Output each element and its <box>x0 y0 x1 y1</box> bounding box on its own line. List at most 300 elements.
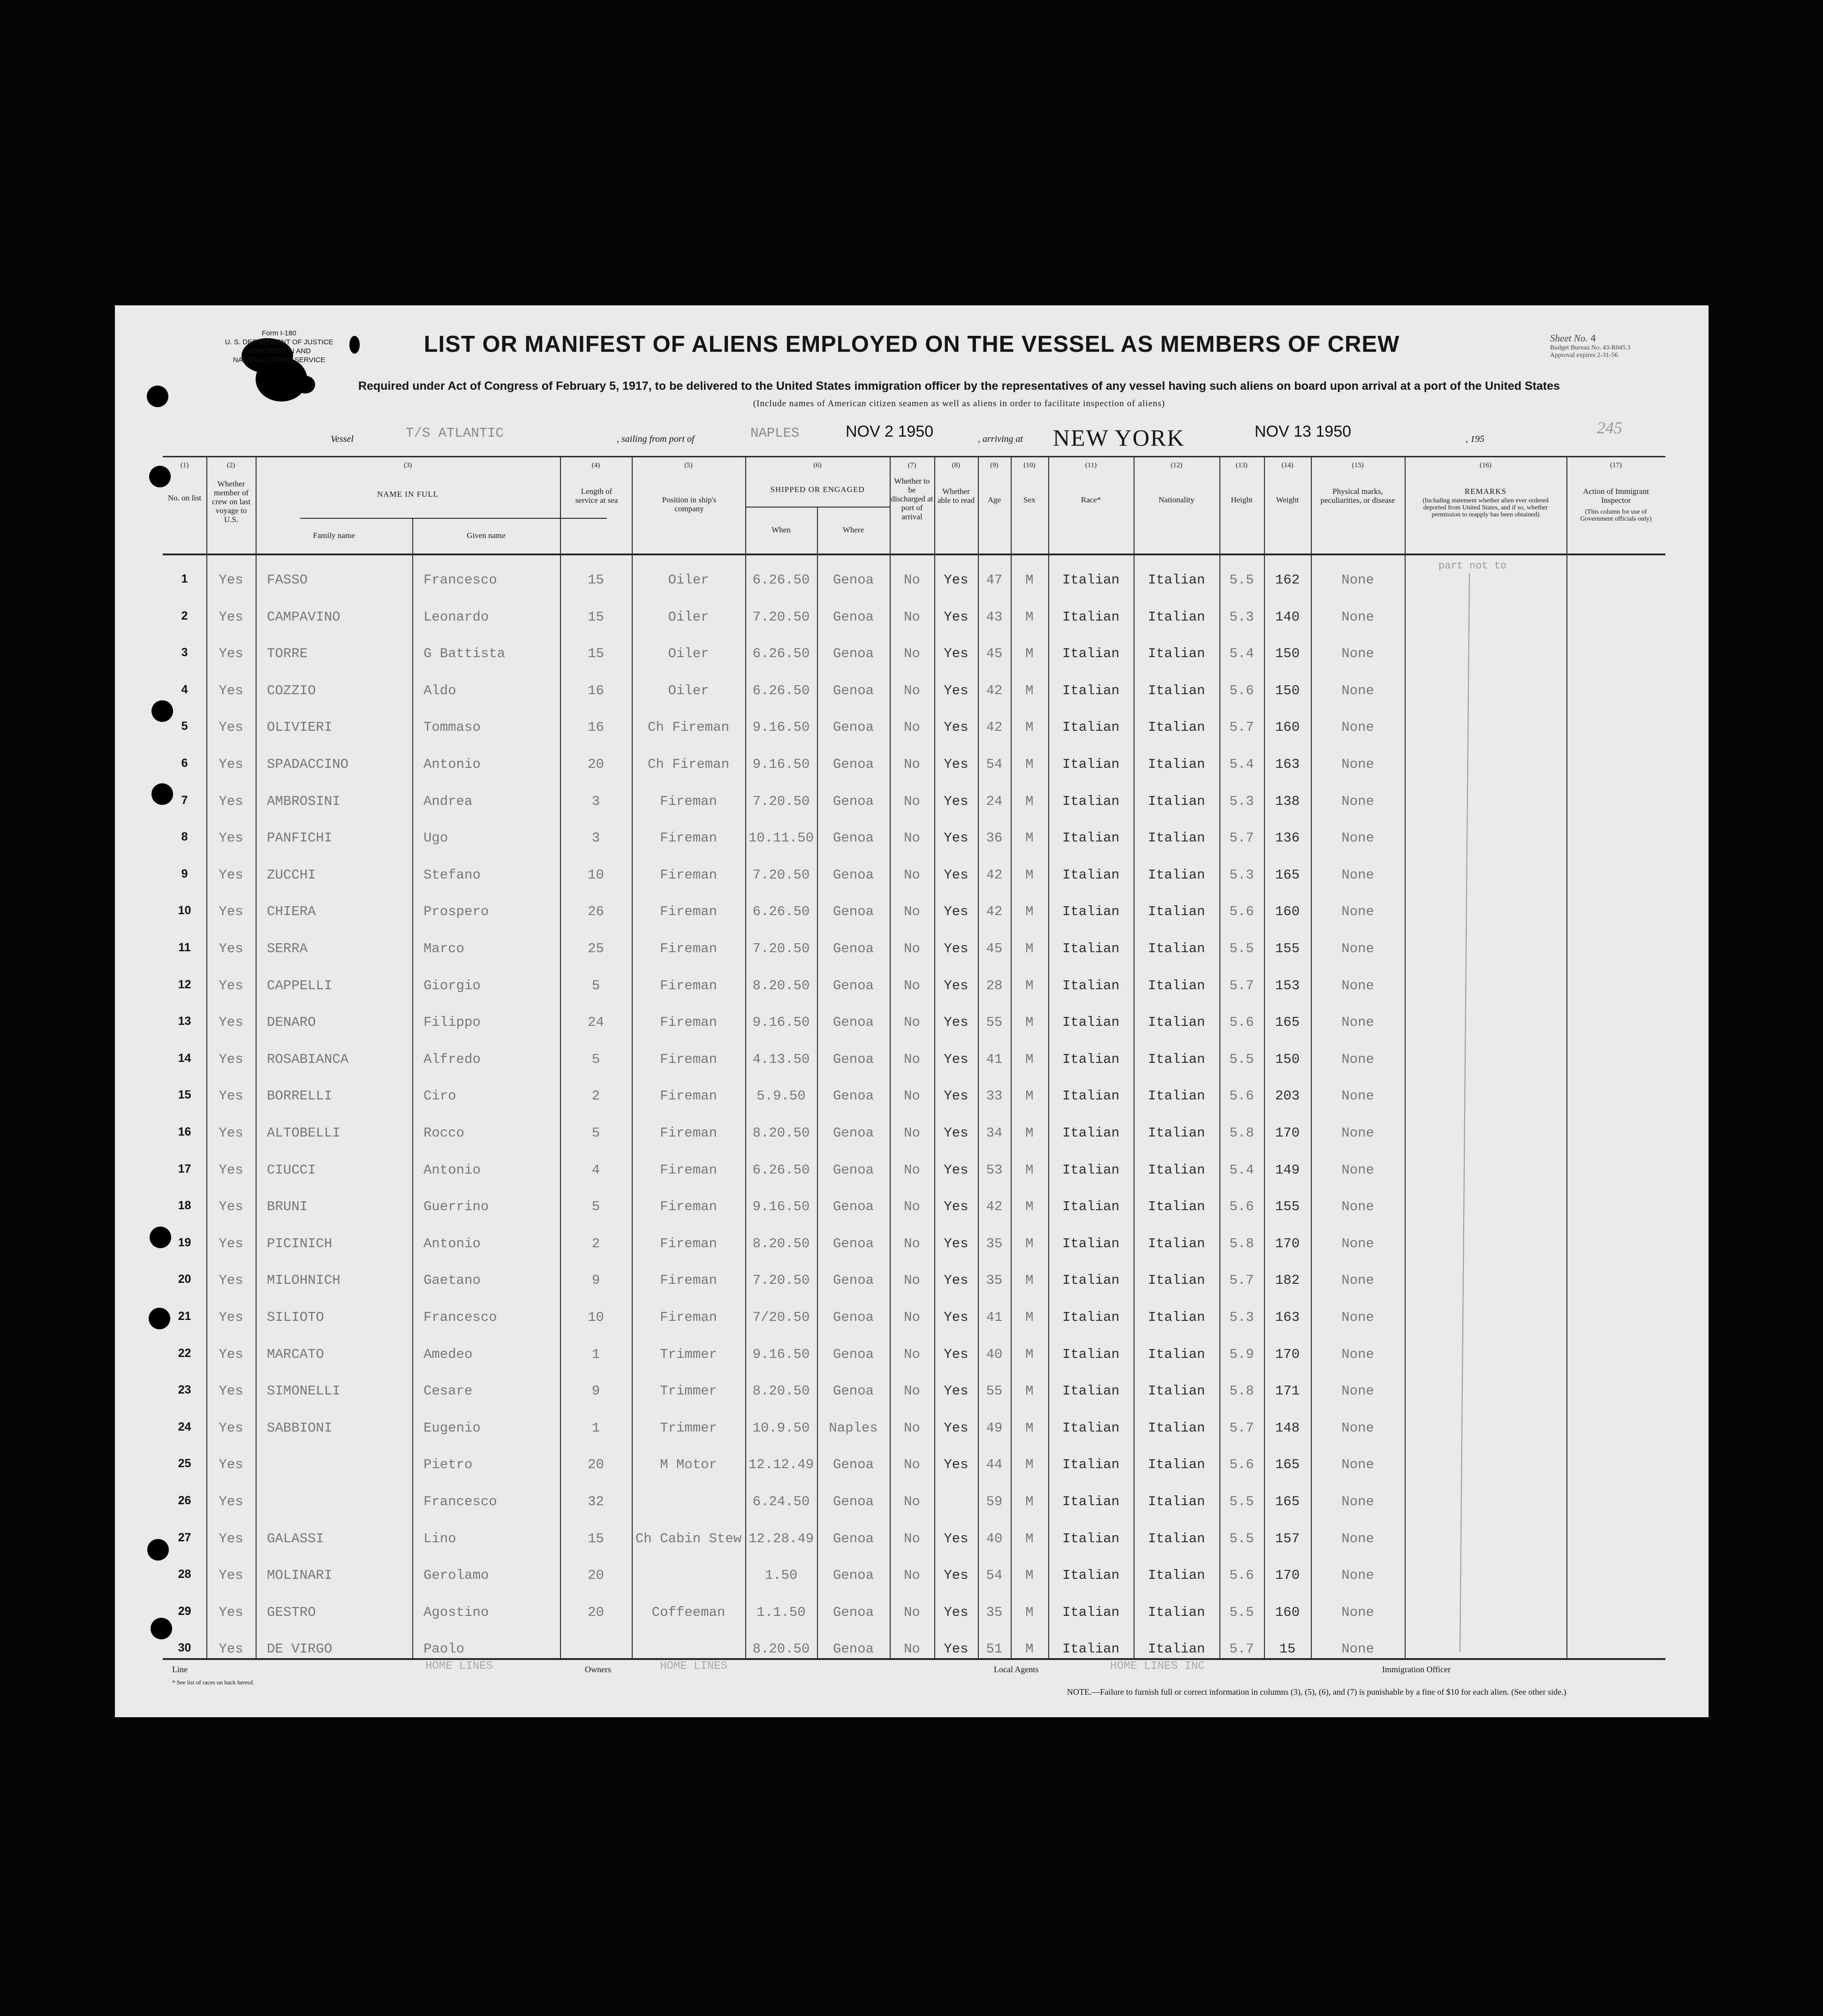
cell-race: Italian <box>1062 1347 1120 1362</box>
note-label: NOTE. <box>1067 1687 1092 1697</box>
cell-where: Genoa <box>832 1199 874 1214</box>
cell-nationality: Italian <box>1148 1052 1205 1067</box>
cell-member: Yes <box>219 1347 243 1362</box>
cell-member: Yes <box>219 720 243 735</box>
cell-service: 5 <box>591 978 600 993</box>
cell-where: Genoa <box>832 1383 874 1399</box>
cell-no: 9 <box>181 867 188 880</box>
cell-discharged: No <box>904 1088 920 1104</box>
document-subtitle: Required under Act of Congress of February 5, 1917, to be delivered to the United States immigration officer by the representatives of any vessel having such aliens on board upon arrival at a port of the United States <box>358 379 1560 393</box>
cell-no: 10 <box>178 904 191 917</box>
race-note: * See list of races on back hereof. <box>172 1679 255 1686</box>
cell-read: Yes <box>944 1383 968 1399</box>
cell-discharged: No <box>904 1162 920 1178</box>
cell-race: Italian <box>1062 1015 1120 1030</box>
cell-read: Yes <box>944 1310 968 1325</box>
cell-no: 20 <box>178 1273 191 1286</box>
cell-given: Alfredo <box>424 1052 481 1067</box>
cell-race: Italian <box>1062 1420 1120 1436</box>
cell-no: 27 <box>178 1531 191 1544</box>
cell-position: Oiler <box>668 572 709 588</box>
cell-where: Genoa <box>832 1457 874 1472</box>
cell-sex: M <box>1025 1531 1034 1546</box>
cell-where: Genoa <box>832 1015 874 1030</box>
cell-race: Italian <box>1062 1568 1120 1583</box>
cell-family: COZZIO <box>267 683 316 698</box>
cell-race: Italian <box>1062 609 1120 625</box>
cell-marks: None <box>1341 904 1374 919</box>
cell-age: 35 <box>986 1605 1003 1620</box>
cell-age: 42 <box>986 867 1003 883</box>
cell-sex: M <box>1025 794 1034 809</box>
header-remarks: REMARKS <box>1464 487 1507 496</box>
cell-discharged: No <box>904 1273 920 1288</box>
cell-no: 13 <box>178 1015 191 1028</box>
col-num-12: (12) <box>1171 462 1182 469</box>
cell-marks: None <box>1341 1641 1374 1657</box>
cell-read: Yes <box>944 941 968 956</box>
cell-height: 5.6 <box>1229 683 1254 698</box>
cell-no: 26 <box>178 1494 191 1507</box>
cell-read: Yes <box>944 1199 968 1214</box>
cell-when: 10.11.50 <box>748 830 814 846</box>
cell-given: Agostino <box>424 1605 489 1620</box>
col-num-5: (5) <box>684 462 693 469</box>
cell-height: 5.3 <box>1229 609 1254 625</box>
cell-where: Genoa <box>832 1052 874 1067</box>
header-position: Position in ship's company <box>662 495 717 513</box>
cell-service: 2 <box>591 1088 600 1104</box>
cell-discharged: No <box>904 941 920 956</box>
cell-family: AMBROSINI <box>267 794 340 809</box>
cell-sex: M <box>1025 1199 1034 1214</box>
cell-given: Lino <box>424 1531 456 1546</box>
cell-given: Gerolamo <box>424 1568 489 1583</box>
header-member-of-crew: Whether member of crew on last voyage to U.S. <box>212 479 251 524</box>
cell-sex: M <box>1025 830 1034 846</box>
cell-given: Francesco <box>424 1494 497 1509</box>
table-row <box>163 1007 1665 1044</box>
col-num-6: (6) <box>813 462 822 469</box>
cell-when: 5.9.50 <box>756 1088 806 1104</box>
year-suffix: , 195 <box>1466 434 1484 444</box>
cell-weight: 150 <box>1275 1052 1300 1067</box>
cell-age: 41 <box>986 1052 1003 1067</box>
table-row <box>163 1228 1665 1265</box>
cell-when: 12.28.49 <box>748 1531 814 1546</box>
header-inspector-note: (This column for use of Government officials only) <box>1580 508 1652 523</box>
cell-weight: 170 <box>1275 1347 1300 1362</box>
cell-marks: None <box>1341 1457 1374 1472</box>
cell-member: Yes <box>219 1125 243 1141</box>
cell-where: Genoa <box>832 1310 874 1325</box>
cell-discharged: No <box>904 1494 920 1509</box>
cell-position: Coffeeman <box>651 1605 726 1620</box>
cell-weight: 155 <box>1275 1199 1300 1214</box>
col-num-10: (10) <box>1023 462 1036 469</box>
cell-height: 5.6 <box>1229 1199 1254 1214</box>
cell-marks: None <box>1341 1273 1374 1288</box>
cell-sex: M <box>1025 1273 1034 1288</box>
line-value: HOME LINES <box>425 1660 493 1673</box>
cell-member: Yes <box>219 1310 243 1325</box>
cell-no: 17 <box>178 1162 191 1175</box>
cell-member: Yes <box>219 1568 243 1583</box>
table-row <box>163 1560 1665 1597</box>
cell-where: Genoa <box>832 904 874 919</box>
cell-where: Genoa <box>832 794 874 809</box>
cell-marks: None <box>1341 867 1374 883</box>
document-subnote: (Include names of American citizen seamen as well as aliens in order to facilitate inspection of aliens) <box>753 399 1165 409</box>
cell-service: 5 <box>591 1125 600 1141</box>
cell-position: M Motor <box>660 1457 717 1472</box>
remarks-scrawl: part not to <box>1438 560 1507 572</box>
cell-when: 6.26.50 <box>752 683 810 698</box>
cell-given: Prospero <box>424 904 489 919</box>
cell-when: 6.26.50 <box>752 572 810 588</box>
cell-height: 5.7 <box>1229 1641 1254 1657</box>
cell-family: CAMPAVINO <box>267 609 340 625</box>
cell-weight: 165 <box>1275 1494 1300 1509</box>
cell-where: Genoa <box>832 646 874 661</box>
cell-sex: M <box>1025 1162 1034 1178</box>
penalty-note <box>1067 1687 1566 1697</box>
cell-where: Genoa <box>832 720 874 735</box>
cell-age: 36 <box>986 830 1003 846</box>
cell-race: Italian <box>1062 794 1120 809</box>
cell-age: 35 <box>986 1273 1003 1288</box>
cell-read: Yes <box>944 867 968 883</box>
cell-given: Antonio <box>424 757 481 772</box>
cell-given: Antonio <box>424 1236 481 1251</box>
cell-when: 8.20.50 <box>752 1641 810 1657</box>
header-weight: Weight <box>1276 495 1299 504</box>
cell-sex: M <box>1025 572 1034 588</box>
cell-weight: 165 <box>1275 1457 1300 1472</box>
cell-sex: M <box>1025 1420 1034 1436</box>
cell-member: Yes <box>219 867 243 883</box>
cell-height: 5.7 <box>1229 978 1254 993</box>
cell-sex: M <box>1025 1052 1034 1067</box>
cell-height: 5.7 <box>1229 830 1254 846</box>
cell-read: Yes <box>944 1015 968 1030</box>
cell-race: Italian <box>1062 1199 1120 1214</box>
cell-nationality: Italian <box>1148 1383 1205 1399</box>
cell-sex: M <box>1025 609 1034 625</box>
cell-member: Yes <box>219 1420 243 1436</box>
cell-no: 15 <box>178 1088 191 1101</box>
cell-height: 5.4 <box>1229 646 1254 661</box>
cell-when: 4.13.50 <box>752 1052 810 1067</box>
cell-family: FASSO <box>267 572 308 588</box>
cell-given: Francesco <box>424 572 497 588</box>
table-row <box>163 860 1665 896</box>
cell-race: Italian <box>1062 1605 1120 1620</box>
cell-marks: None <box>1341 941 1374 956</box>
cell-discharged: No <box>904 1015 920 1030</box>
cell-weight: 153 <box>1275 978 1300 993</box>
table-row <box>163 1265 1665 1302</box>
cell-service: 25 <box>588 941 604 956</box>
cell-when: 7/20.50 <box>752 1310 810 1325</box>
cell-weight: 170 <box>1275 1236 1300 1251</box>
cell-marks: None <box>1341 1015 1374 1030</box>
cell-service: 20 <box>588 1605 604 1620</box>
cell-when: 12.12.49 <box>748 1457 814 1472</box>
cell-where: Genoa <box>832 683 874 698</box>
cell-when: 7.20.50 <box>752 867 810 883</box>
cell-sex: M <box>1025 941 1034 956</box>
cell-nationality: Italian <box>1148 941 1205 956</box>
cell-weight: 162 <box>1275 572 1300 588</box>
cell-when: 9.16.50 <box>752 1347 810 1362</box>
cell-race: Italian <box>1062 1125 1120 1141</box>
cell-sex: M <box>1025 1015 1034 1030</box>
cell-weight: 165 <box>1275 867 1300 883</box>
cell-read: Yes <box>944 1457 968 1472</box>
cell-no: 16 <box>178 1125 191 1138</box>
cell-no: 1 <box>181 572 188 585</box>
form-number: Form I-180 <box>262 329 296 337</box>
cell-service: 5 <box>591 1199 600 1214</box>
cell-where: Genoa <box>832 609 874 625</box>
cell-family: ROSABIANCA <box>267 1052 349 1067</box>
cell-marks: None <box>1341 1236 1374 1251</box>
vessel-label: Vessel <box>331 434 354 444</box>
cell-when: 9.16.50 <box>752 720 810 735</box>
cell-family: GALASSI <box>267 1531 324 1546</box>
cell-sex: M <box>1025 1494 1034 1509</box>
table-row <box>163 1339 1665 1376</box>
cell-discharged: No <box>904 1641 920 1657</box>
cell-where: Genoa <box>832 757 874 772</box>
cell-marks: None <box>1341 720 1374 735</box>
cell-when: 10.9.50 <box>752 1420 810 1436</box>
cell-position: Fireman <box>660 1162 717 1178</box>
cell-race: Italian <box>1062 1273 1120 1288</box>
cell-no: 18 <box>178 1199 191 1212</box>
cell-height: 5.8 <box>1229 1236 1254 1251</box>
cell-age: 41 <box>986 1310 1003 1325</box>
cell-nationality: Italian <box>1148 794 1205 809</box>
cell-race: Italian <box>1062 1531 1120 1546</box>
cell-where: Genoa <box>832 1641 874 1657</box>
cell-position: Fireman <box>660 1125 717 1141</box>
sheet-number-block <box>1550 333 1630 359</box>
cell-service: 10 <box>588 867 604 883</box>
header-no-on-list: No. on list <box>167 493 202 502</box>
cell-position: Fireman <box>660 1310 717 1325</box>
cell-family: CAPPELLI <box>267 978 333 993</box>
cell-given: Guerrino <box>424 1199 489 1214</box>
cell-given: Francesco <box>424 1310 497 1325</box>
cell-race: Italian <box>1062 1383 1120 1399</box>
cell-discharged: No <box>904 1605 920 1620</box>
table-row <box>163 896 1665 933</box>
cell-discharged: No <box>904 1420 920 1436</box>
table-row <box>163 1081 1665 1117</box>
cell-nationality: Italian <box>1148 1494 1205 1509</box>
cell-when: 8.20.50 <box>752 1125 810 1141</box>
cell-position: Fireman <box>660 978 717 993</box>
cell-given: Giorgio <box>424 978 481 993</box>
cell-race: Italian <box>1062 978 1120 993</box>
cell-position: Fireman <box>660 1273 717 1288</box>
cell-height: 5.4 <box>1229 757 1254 772</box>
cell-service: 3 <box>591 830 600 846</box>
cell-read: Yes <box>944 1236 968 1251</box>
cell-given: Pietro <box>424 1457 473 1472</box>
cell-when: 9.16.50 <box>752 1015 810 1030</box>
table-row <box>163 1376 1665 1412</box>
header-when: When <box>772 525 791 534</box>
cell-given: Stefano <box>424 867 481 883</box>
cell-height: 5.8 <box>1229 1125 1254 1141</box>
cell-when: 7.20.50 <box>752 609 810 625</box>
cell-height: 5.6 <box>1229 1015 1254 1030</box>
table-row <box>163 712 1665 749</box>
cell-when: 7.20.50 <box>752 1273 810 1288</box>
cell-given: Filippo <box>424 1015 481 1030</box>
port-of-departure: NAPLES <box>750 425 800 441</box>
cell-age: 35 <box>986 1236 1003 1251</box>
cell-marks: None <box>1341 978 1374 993</box>
approval-expires: Approval expires 2-31-56 <box>1550 352 1618 359</box>
agents-value: HOME LINES INC <box>1110 1660 1205 1673</box>
cell-weight: 149 <box>1275 1162 1300 1178</box>
cell-nationality: Italian <box>1148 720 1205 735</box>
department-name: U. S. DEPARTMENT OF JUSTICE <box>225 338 333 346</box>
cell-family: ALTOBELLI <box>267 1125 340 1141</box>
cell-service: 4 <box>591 1162 600 1178</box>
cell-position: Fireman <box>660 1088 717 1104</box>
cell-sex: M <box>1025 683 1034 698</box>
cell-read: Yes <box>944 1531 968 1546</box>
cell-sex: M <box>1025 1125 1034 1141</box>
cell-age: 44 <box>986 1457 1003 1472</box>
cell-weight: 160 <box>1275 904 1300 919</box>
cell-marks: None <box>1341 1125 1374 1141</box>
cell-discharged: No <box>904 1531 920 1546</box>
cell-where: Genoa <box>832 1273 874 1288</box>
cell-marks: None <box>1341 1162 1374 1178</box>
cell-discharged: No <box>904 609 920 625</box>
cell-position: Ch Cabin Stew <box>635 1531 742 1546</box>
cell-sex: M <box>1025 1605 1034 1620</box>
note-text: —Failure to furnish full or correct information in columns (3), (5), (6), and (7) is punishable by a fine of $10 for each alien. (See other side.) <box>1091 1687 1566 1697</box>
cell-given: Tommaso <box>424 720 481 735</box>
cell-service: 9 <box>591 1273 600 1288</box>
col-num-7: (7) <box>908 462 916 469</box>
cell-where: Genoa <box>832 1236 874 1251</box>
cell-read: Yes <box>944 1420 968 1436</box>
cell-member: Yes <box>219 683 243 698</box>
cell-position: Ch Fireman <box>647 757 730 772</box>
header-where: Where <box>842 525 864 534</box>
cell-marks: None <box>1341 1199 1374 1214</box>
cell-service: 26 <box>588 904 604 919</box>
cell-member: Yes <box>219 1015 243 1030</box>
cell-where: Genoa <box>832 1088 874 1104</box>
cell-no: 11 <box>178 941 191 954</box>
cell-given: Rocco <box>424 1125 465 1141</box>
cell-race: Italian <box>1062 720 1120 735</box>
cell-when: 8.20.50 <box>752 1383 810 1399</box>
cell-marks: None <box>1341 1347 1374 1362</box>
header-discharged: Whether to be discharged at port of arrival <box>891 477 933 521</box>
cell-when: 6.26.50 <box>752 904 810 919</box>
cell-nationality: Italian <box>1148 904 1205 919</box>
cell-age: 54 <box>986 757 1003 772</box>
cell-age: 47 <box>986 572 1003 588</box>
table-row <box>163 1597 1665 1634</box>
cell-member: Yes <box>219 1494 243 1509</box>
cell-service: 9 <box>591 1383 600 1399</box>
cell-weight: 160 <box>1275 1605 1300 1620</box>
cell-age: 53 <box>986 1162 1003 1178</box>
cell-position: Oiler <box>668 646 709 661</box>
cell-no: 12 <box>178 978 191 991</box>
cell-service: 20 <box>588 757 604 772</box>
port-of-arrival: NEW YORK <box>1053 424 1185 451</box>
cell-member: Yes <box>219 794 243 809</box>
table-row <box>163 565 1665 601</box>
cell-nationality: Italian <box>1148 978 1205 993</box>
cell-weight: 163 <box>1275 757 1300 772</box>
cell-race: Italian <box>1062 757 1120 772</box>
cell-service: 16 <box>588 683 604 698</box>
cell-position: Fireman <box>660 1052 717 1067</box>
cell-marks: None <box>1341 646 1374 661</box>
cell-service: 15 <box>588 1531 604 1546</box>
cell-height: 5.5 <box>1229 572 1254 588</box>
cell-where: Genoa <box>832 867 874 883</box>
cell-no: 5 <box>181 720 188 733</box>
cell-height: 5.8 <box>1229 1383 1254 1399</box>
sailing-label: , sailing from port of <box>617 434 695 444</box>
table-row <box>163 602 1665 638</box>
vessel-name: T/S ATLANTIC <box>406 425 504 441</box>
cell-sex: M <box>1025 978 1034 993</box>
cell-no: 28 <box>178 1568 191 1581</box>
col-num-13: (13) <box>1236 462 1248 469</box>
owners-value: HOME LINES <box>660 1660 728 1673</box>
cell-family: SPADACCINO <box>267 757 349 772</box>
cell-position: Ch Fireman <box>647 720 730 735</box>
header-able-to-read: Whether able to read <box>937 487 975 505</box>
cell-age: 42 <box>986 720 1003 735</box>
col-num-4: (4) <box>591 462 600 469</box>
owners-label: Owners <box>585 1665 611 1674</box>
cell-no: 14 <box>178 1052 191 1065</box>
cell-discharged: No <box>904 1457 920 1472</box>
cell-age: 42 <box>986 683 1003 698</box>
cell-read: Yes <box>944 1605 968 1620</box>
cell-height: 5.7 <box>1229 1273 1254 1288</box>
table-row <box>163 970 1665 1007</box>
cell-position: Fireman <box>660 867 717 883</box>
cell-read: Yes <box>944 1162 968 1178</box>
cell-marks: None <box>1341 1052 1374 1067</box>
cell-read: Yes <box>944 720 968 735</box>
cell-marks: None <box>1341 1531 1374 1546</box>
cell-age: 45 <box>986 941 1003 956</box>
cell-given: Amedeo <box>424 1347 473 1362</box>
cell-service: 15 <box>588 572 604 588</box>
header-race: Race* <box>1081 495 1101 504</box>
header-family-name: Family name <box>313 531 355 540</box>
cell-read: Yes <box>944 1347 968 1362</box>
